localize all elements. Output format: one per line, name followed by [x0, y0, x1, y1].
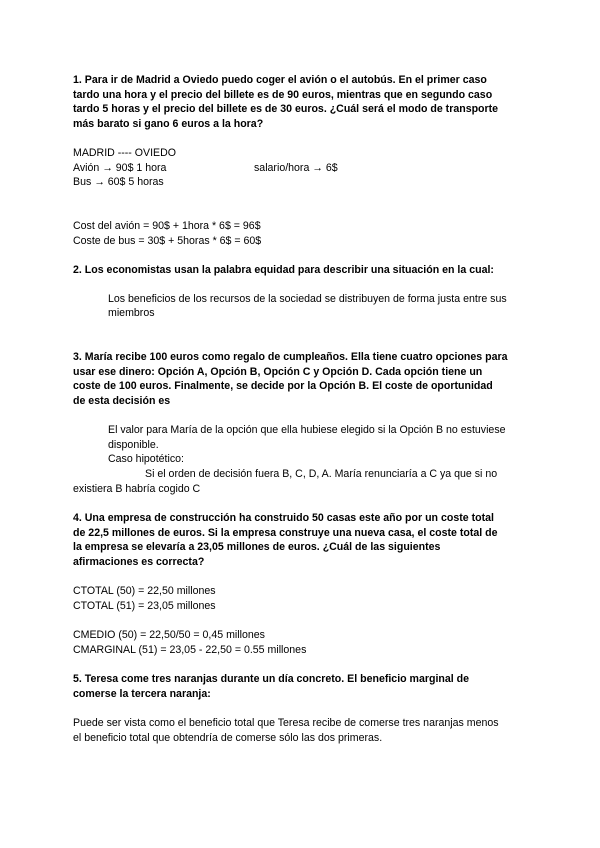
q1-bus: Bus → 60$ 5 horas — [73, 176, 164, 188]
q4-average-cost: CMEDIO (50) = 22,50/50 = 0,45 millones — [73, 629, 265, 641]
q2-answer-line-1: Los beneficios de los recursos de la sociedad se distribuyen de forma justa entre sus — [108, 293, 507, 305]
q5-title-line-2: comerse la tercera naranja: — [73, 688, 211, 700]
q5-answer-line-1: Puede ser vista como el beneficio total que Teresa recibe de comerse tres naranjas menos — [73, 717, 499, 729]
q2-title: 2. Los economistas usan la palabra equidad para describir una situación en la cual: — [73, 264, 494, 276]
q3-answer-line-3: Caso hipotético: — [108, 453, 184, 465]
q5-answer-line-2: el beneficio total que obtendría de comerse sólo las dos primeras. — [73, 732, 383, 744]
q4-title-line-1: 4. Una empresa de construcción ha construido 50 casas este año por un coste total — [73, 512, 494, 524]
q2-answer-line-2: miembros — [108, 307, 155, 319]
q3-title-line-3: coste de 100 euros. Finalmente, se decide por la Opción B. El coste de oportunidad — [73, 380, 493, 392]
q3-example-line-1: Si el orden de decisión fuera B, C, D, A. María renunciaría a C ya que si no — [145, 468, 498, 480]
q4-total-51: CTOTAL (51) = 23,05 millones — [73, 600, 216, 612]
q5-title-line-1: 5. Teresa come tres naranjas durante un día concreto. El beneficio marginal de — [73, 673, 470, 685]
q1-calc-bus: Coste de bus = 30$ + 5horas * 6$ = 60$ — [73, 235, 262, 247]
q3-title-line-4: de esta decisión es — [73, 395, 171, 407]
q1-title-line-3: tardo 5 horas y el precio del billete es de 30 euros. ¿Cuál será el modo de transporte — [73, 103, 499, 115]
q1-title-line-4: más barato si gano 6 euros a la hora? — [73, 118, 264, 130]
q3-example-line-2: existiera B habría cogido C — [73, 483, 201, 495]
q4-total-50: CTOTAL (50) = 22,50 millones — [73, 585, 216, 597]
q3-answer-line-1: El valor para María de la opción que ella hubiese elegido si la Opción B no estuviese — [108, 424, 506, 436]
q4-title-line-4: afirmaciones es correcta? — [73, 556, 205, 568]
q3-title-line-1: 3. María recibe 100 euros como regalo de cumpleaños. Ella tiene cuatro opciones para — [73, 351, 508, 363]
q1-plane: Avión → 90$ 1 hora — [73, 162, 167, 174]
q1-calc-plane: Cost del avión = 90$ + 1hora * 6$ = 96$ — [73, 220, 261, 232]
q1-salary: salario/hora → 6$ — [254, 162, 338, 174]
q1-title-line-1: 1. Para ir de Madrid a Oviedo puedo coger el avión o el autobús. En el primer caso — [73, 74, 487, 86]
q4-title-line-2: de 22,5 millones de euros. Si la empresa construye una nueva casa, el coste total de — [73, 527, 498, 539]
q1-route: MADRID ---- OVIEDO — [73, 147, 176, 159]
q4-title-line-3: la empresa se elevaría a 23,05 millones de euros. ¿Cuál de las siguientes — [73, 541, 441, 553]
q3-answer-line-2: disponible. — [108, 439, 159, 451]
q4-marginal-cost: CMARGINAL (51) = 23,05 - 22,50 = 0.55 millones — [73, 644, 307, 656]
q3-title-line-2: usar ese dinero: Opción A, Opción B, Opción C y Opción D. Cada opción tiene un — [73, 366, 483, 378]
q1-title-line-2: tardo una hora y el precio del billete es de 90 euros, mientras que en segundo caso — [73, 89, 493, 101]
